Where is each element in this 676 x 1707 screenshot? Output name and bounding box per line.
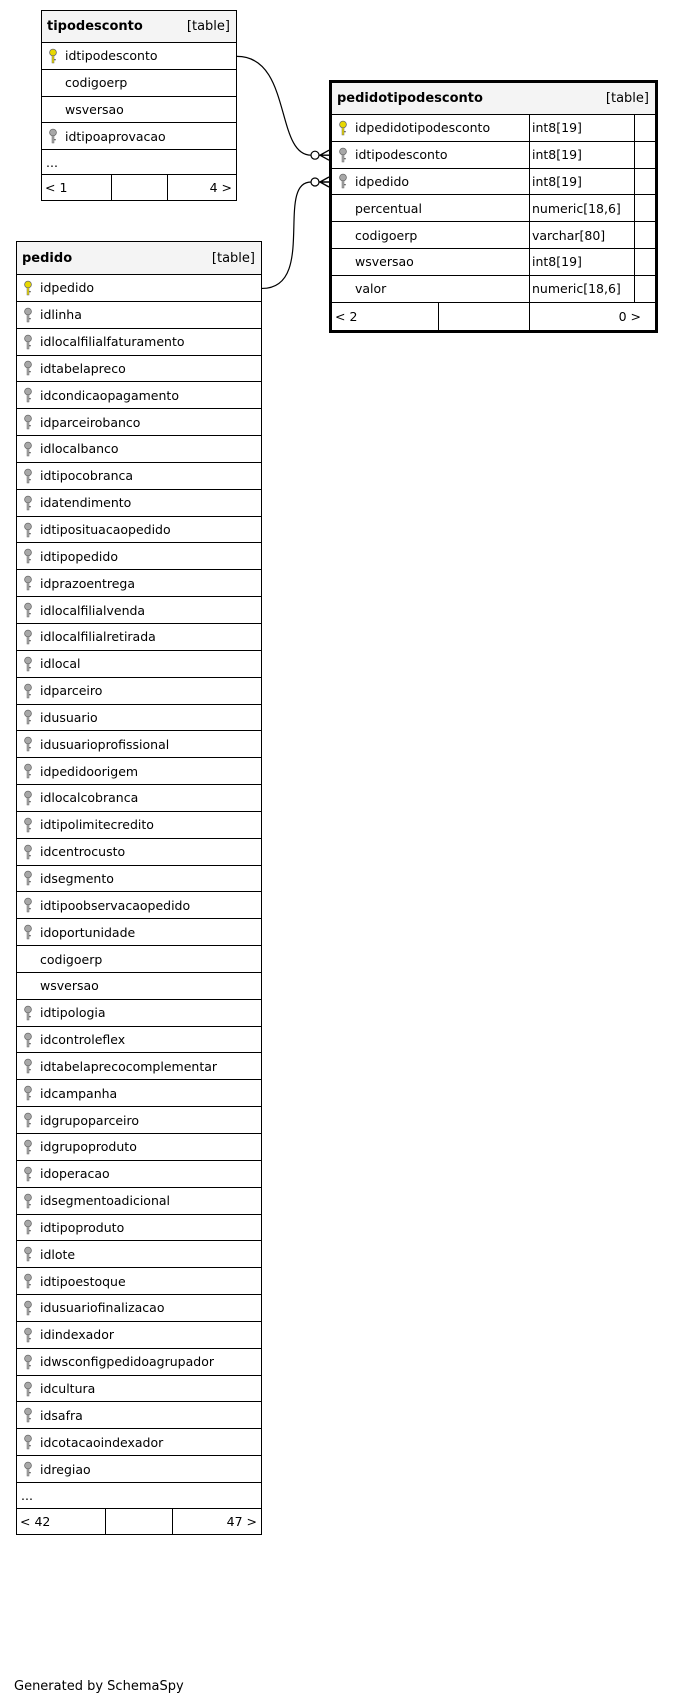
- column-name: idindexador: [40, 1327, 114, 1343]
- foreign-key-icon: [23, 467, 37, 485]
- foreign-key-icon: [23, 1299, 37, 1317]
- column-row-idcentrocusto[interactable]: [17, 839, 261, 866]
- column-name-cell: [17, 892, 261, 918]
- many-crowfoot-marker: [319, 150, 329, 160]
- column-spacer: [634, 249, 646, 275]
- optional-marker: [311, 151, 319, 159]
- column-name-cell: [17, 1376, 261, 1402]
- table-footer: [42, 175, 236, 200]
- column-name: codigoerp: [65, 75, 128, 91]
- table-tipodesconto: [41, 10, 237, 201]
- foreign-key-icon: [23, 735, 37, 753]
- column-name-cell: [17, 919, 261, 945]
- foreign-key-icon: [23, 1326, 37, 1344]
- column-name: idtipoobservacaopedido: [40, 897, 191, 913]
- column-name: idtabelaprecocomplementar: [40, 1058, 218, 1074]
- column-name: idpedidotipodesconto: [355, 120, 491, 136]
- column-name: idcontroleflex: [40, 1032, 126, 1048]
- column-name: idcotacaoindexador: [40, 1434, 164, 1450]
- foreign-key-icon: [23, 655, 37, 673]
- primary-key-icon: [48, 47, 62, 65]
- footer-parents-count[interactable]: < 42: [20, 1513, 51, 1529]
- column-name: idparceiro: [40, 683, 103, 699]
- column-row-idtipodesconto[interactable]: [332, 142, 655, 169]
- column-name-cell: [17, 1080, 261, 1106]
- column-name-cell: [17, 1456, 261, 1482]
- column-name: codigoerp: [355, 227, 418, 243]
- column-name-cell: [17, 1188, 261, 1214]
- generated-by-credit: Generated by SchemaSpy: [14, 1679, 184, 1694]
- column-name: idlinha: [40, 307, 82, 323]
- column-row-idindexador[interactable]: [17, 1322, 261, 1349]
- column-name: idoportunidade: [40, 924, 136, 940]
- foreign-key-icon: [23, 896, 37, 914]
- foreign-key-icon: [23, 1057, 37, 1075]
- column-name-cell: [17, 812, 261, 838]
- column-row-idcampanha[interactable]: [17, 1080, 261, 1107]
- column-name: idusuario: [40, 709, 98, 725]
- column-row-idlote[interactable]: [17, 1241, 261, 1268]
- foreign-key-icon: [23, 1004, 37, 1022]
- column-row-idpedidoorigem[interactable]: [17, 758, 261, 785]
- column-name-cell: [17, 1322, 261, 1348]
- column-name: idlocal: [40, 656, 81, 672]
- column-name: idtipoaprovacao: [65, 128, 166, 144]
- column-name-cell: [17, 1027, 261, 1053]
- foreign-key-icon: [23, 816, 37, 834]
- column-name: idsegmentoadicional: [40, 1193, 170, 1209]
- column-name-cell: [17, 1053, 261, 1079]
- column-name-cell: [332, 249, 529, 275]
- column-name-cell: [17, 409, 261, 435]
- foreign-key-icon: [23, 628, 37, 646]
- column-row-idtipocobranca[interactable]: [17, 463, 261, 490]
- foreign-key-icon: [23, 601, 37, 619]
- foreign-key-icon: [23, 789, 37, 807]
- footer-children-count[interactable]: 0 >: [529, 303, 645, 330]
- column-list: [42, 43, 236, 150]
- column-name: percentual: [355, 200, 422, 216]
- column-name-cell: [42, 123, 236, 149]
- column-row-idlinha[interactable]: [17, 302, 261, 329]
- column-list: [332, 115, 655, 303]
- column-row-idtabelapreco[interactable]: [17, 356, 261, 383]
- column-name-cell: [17, 785, 261, 811]
- column-spacer: [634, 276, 646, 302]
- column-name-cell: [332, 276, 529, 302]
- column-row-idcultura[interactable]: [17, 1376, 261, 1403]
- column-name-cell: [17, 731, 261, 757]
- column-type: numeric[18,6]: [529, 195, 634, 221]
- column-name: idtiposituacaopedido: [40, 522, 171, 538]
- foreign-key-icon: [23, 843, 37, 861]
- column-name-cell: [17, 275, 261, 301]
- column-name: idwsconfigpedidoagrupador: [40, 1354, 214, 1370]
- column-name: idprazoentrega: [40, 575, 136, 591]
- column-row-idsafra[interactable]: [17, 1402, 261, 1429]
- foreign-key-icon: [23, 574, 37, 592]
- column-spacer: [634, 115, 646, 141]
- column-name-cell: [17, 570, 261, 596]
- column-name: idparceirobanco: [40, 414, 141, 430]
- foreign-key-icon: [23, 1192, 37, 1210]
- column-row-idoperacao[interactable]: [17, 1161, 261, 1188]
- more-columns-ellipsis: ...: [42, 150, 236, 175]
- column-row-codigoerp[interactable]: [332, 222, 655, 249]
- column-row-idtipoaprovacao[interactable]: [42, 123, 236, 150]
- foreign-key-icon: [23, 1353, 37, 1371]
- foreign-key-icon: [23, 682, 37, 700]
- column-type: int8[19]: [529, 169, 634, 195]
- column-name-cell: [17, 597, 261, 623]
- column-row-idusuarioprofissional[interactable]: [17, 731, 261, 758]
- column-name-cell: [17, 1295, 261, 1321]
- column-row-idsegmentoadicional[interactable]: [17, 1188, 261, 1215]
- column-row-wsversao[interactable]: [17, 973, 261, 1000]
- column-name: idtipoproduto: [40, 1219, 125, 1235]
- column-spacer: [634, 169, 646, 195]
- column-name: idusuariofinalizacao: [40, 1300, 165, 1316]
- column-row-idpedidotipodesconto[interactable]: [332, 115, 655, 142]
- column-name: idusuarioprofissional: [40, 736, 170, 752]
- column-name: wsversao: [40, 978, 99, 994]
- foreign-key-icon: [338, 146, 352, 164]
- column-name: idcentrocusto: [40, 844, 126, 860]
- column-name: idcultura: [40, 1381, 96, 1397]
- column-row-idgrupoparceiro[interactable]: [17, 1107, 261, 1134]
- foreign-key-icon: [23, 1084, 37, 1102]
- table-kind: [table]: [605, 91, 649, 106]
- column-row-valor[interactable]: [332, 276, 655, 303]
- column-name-cell: [17, 1402, 261, 1428]
- column-name: codigoerp: [40, 951, 103, 967]
- column-name-cell: [17, 1349, 261, 1375]
- column-name-cell: [17, 356, 261, 382]
- column-type: int8[19]: [529, 249, 634, 275]
- column-row-idtipolimitecredito[interactable]: [17, 812, 261, 839]
- column-row-idtipopedido[interactable]: [17, 543, 261, 570]
- column-spacer: [634, 195, 646, 221]
- column-name-cell: [17, 1134, 261, 1160]
- column-row-idoportunidade[interactable]: [17, 919, 261, 946]
- many-crowfoot-marker: [319, 177, 329, 187]
- column-name: idlocalfilialretirada: [40, 629, 156, 645]
- foreign-key-icon: [23, 1031, 37, 1049]
- foreign-key-icon: [23, 1245, 37, 1263]
- primary-key-icon: [338, 119, 352, 137]
- column-spacer: [634, 222, 646, 248]
- foreign-key-icon: [338, 172, 352, 190]
- column-name-cell: [17, 651, 261, 677]
- foreign-key-icon: [23, 359, 37, 377]
- column-name-cell: [332, 195, 529, 221]
- column-row-idatendimento[interactable]: [17, 490, 261, 517]
- column-row-idlocal[interactable]: [17, 651, 261, 678]
- optional-marker: [311, 178, 319, 186]
- column-row-idcontroleflex[interactable]: [17, 1027, 261, 1054]
- column-row-wsversao[interactable]: [42, 97, 236, 124]
- footer-spacer: [105, 1509, 172, 1534]
- column-row-idlocalfilialfaturamento[interactable]: [17, 329, 261, 356]
- column-name-cell: [17, 973, 261, 999]
- footer-spacer: [438, 303, 529, 330]
- column-row-idusuario[interactable]: [17, 705, 261, 732]
- column-row-idcondicaopagamento[interactable]: [17, 382, 261, 409]
- table-pedido: [16, 241, 262, 1535]
- foreign-key-icon: [23, 494, 37, 512]
- column-row-idtipologia[interactable]: [17, 1000, 261, 1027]
- relationship-line: [262, 182, 311, 288]
- column-name-cell: [332, 142, 529, 168]
- column-name-cell: [17, 436, 261, 462]
- column-name: idcampanha: [40, 1085, 118, 1101]
- column-row-idgrupoproduto[interactable]: [17, 1134, 261, 1161]
- foreign-key-icon: [23, 1218, 37, 1236]
- column-row-codigoerp[interactable]: [42, 70, 236, 97]
- column-type: varchar[80]: [529, 222, 634, 248]
- foreign-key-icon: [23, 762, 37, 780]
- column-name-cell: [17, 678, 261, 704]
- column-row-wsversao[interactable]: [332, 249, 655, 276]
- foreign-key-icon: [23, 1380, 37, 1398]
- column-row-idpedido[interactable]: [332, 169, 655, 196]
- column-name: idtipodesconto: [355, 147, 448, 163]
- column-row-idprazoentrega[interactable]: [17, 570, 261, 597]
- column-name: idregiao: [40, 1461, 91, 1477]
- column-row-idlocalfilialretirada[interactable]: [17, 624, 261, 651]
- foreign-key-icon: [23, 1433, 37, 1451]
- column-name: idsafra: [40, 1407, 83, 1423]
- column-name: idlocalfilialvenda: [40, 602, 146, 618]
- column-row-idtipoestoque[interactable]: [17, 1268, 261, 1295]
- foreign-key-icon: [23, 869, 37, 887]
- table-header: [42, 11, 236, 43]
- column-row-idwsconfigpedidoagrupador[interactable]: [17, 1349, 261, 1376]
- column-name-cell: [17, 705, 261, 731]
- column-name-cell: [332, 169, 529, 195]
- column-name: wsversao: [65, 101, 124, 117]
- column-name-cell: [17, 382, 261, 408]
- column-name: idtipopedido: [40, 548, 118, 564]
- table-kind: [table]: [186, 19, 230, 34]
- foreign-key-icon: [23, 1460, 37, 1478]
- foreign-key-icon: [23, 708, 37, 726]
- column-name: idlocalcobranca: [40, 790, 139, 806]
- column-name: idpedido: [355, 173, 410, 189]
- foreign-key-icon: [23, 413, 37, 431]
- table-footer: [332, 303, 655, 330]
- column-name: idgrupoparceiro: [40, 1112, 139, 1128]
- column-name: idlote: [40, 1246, 76, 1262]
- column-name: idcondicaopagamento: [40, 387, 179, 403]
- column-row-idtipodesconto[interactable]: [42, 43, 236, 70]
- column-name-cell: [42, 70, 236, 96]
- column-name-cell: [17, 1241, 261, 1267]
- column-row-idtiposituacaopedido[interactable]: [17, 517, 261, 544]
- column-type: numeric[18,6]: [529, 276, 634, 302]
- column-spacer: [634, 142, 646, 168]
- table-footer: [17, 1509, 261, 1534]
- column-name-cell: [42, 97, 236, 123]
- footer-children-count[interactable]: 4 >: [167, 175, 236, 200]
- column-name-cell: [17, 463, 261, 489]
- column-row-idregiao[interactable]: [17, 1456, 261, 1483]
- table-name: pedido: [22, 250, 73, 266]
- column-row-percentual[interactable]: [332, 195, 655, 222]
- column-row-idlocalbanco[interactable]: [17, 436, 261, 463]
- foreign-key-icon: [23, 333, 37, 351]
- column-row-idlocalfilialvenda[interactable]: [17, 597, 261, 624]
- column-name-cell: [17, 1107, 261, 1133]
- column-row-idparceiro[interactable]: [17, 678, 261, 705]
- column-name-cell: [17, 1000, 261, 1026]
- column-name: idtipoestoque: [40, 1273, 126, 1289]
- column-type: int8[19]: [529, 115, 634, 141]
- column-row-idcotacaoindexador[interactable]: [17, 1429, 261, 1456]
- foreign-key-icon: [23, 1111, 37, 1129]
- column-row-idtipoproduto[interactable]: [17, 1215, 261, 1242]
- column-name: idtabelapreco: [40, 360, 126, 376]
- column-type: int8[19]: [529, 142, 634, 168]
- column-name-cell: [17, 624, 261, 650]
- column-name: idgrupoproduto: [40, 1139, 137, 1155]
- column-row-idusuariofinalizacao[interactable]: [17, 1295, 261, 1322]
- column-row-codigoerp[interactable]: [17, 946, 261, 973]
- foreign-key-icon: [23, 923, 37, 941]
- column-name: idtipolimitecredito: [40, 817, 154, 833]
- table-kind: [table]: [211, 250, 255, 266]
- foreign-key-icon: [23, 386, 37, 404]
- column-name-cell: [17, 517, 261, 543]
- column-row-idtabelaprecocomplementar[interactable]: [17, 1053, 261, 1080]
- column-name: idpedidoorigem: [40, 763, 139, 779]
- column-name-cell: [17, 1268, 261, 1294]
- column-name: idlocalfilialfaturamento: [40, 334, 185, 350]
- foreign-key-icon: [23, 440, 37, 458]
- footer-parents-count[interactable]: < 2: [335, 308, 358, 324]
- column-row-idparceirobanco[interactable]: [17, 409, 261, 436]
- table-name: tipodesconto: [47, 19, 143, 34]
- footer-spacer: [111, 175, 167, 200]
- column-name: idlocalbanco: [40, 441, 119, 457]
- foreign-key-icon: [23, 521, 37, 539]
- foreign-key-icon: [23, 1138, 37, 1156]
- table-header: [17, 242, 261, 275]
- column-name: idsegmento: [40, 870, 114, 886]
- column-name-cell: [17, 302, 261, 328]
- table-header: [332, 83, 655, 115]
- column-name-cell: [17, 1215, 261, 1241]
- column-name: idoperacao: [40, 1166, 110, 1182]
- column-name: wsversao: [355, 254, 414, 270]
- column-row-idtipoobservacaopedido[interactable]: [17, 892, 261, 919]
- column-name-cell: [332, 222, 529, 248]
- foreign-key-icon: [23, 1406, 37, 1424]
- foreign-key-icon: [23, 1272, 37, 1290]
- column-name-cell: [17, 866, 261, 892]
- foreign-key-icon: [23, 547, 37, 565]
- column-name: idatendimento: [40, 495, 132, 511]
- table-pedidotipodesconto: [329, 80, 658, 333]
- foreign-key-icon: [23, 306, 37, 324]
- column-name-cell: [42, 43, 236, 69]
- column-name: idpedido: [40, 280, 95, 296]
- column-name-cell: [332, 115, 529, 141]
- foreign-key-icon: [48, 127, 62, 145]
- column-name-cell: [17, 839, 261, 865]
- column-name: idtipodesconto: [65, 48, 158, 64]
- column-row-idlocalcobranca[interactable]: [17, 785, 261, 812]
- column-name: idtipocobranca: [40, 468, 134, 484]
- column-name-cell: [17, 543, 261, 569]
- column-name-cell: [17, 1161, 261, 1187]
- column-name: valor: [355, 281, 387, 297]
- relationship-line: [237, 56, 311, 155]
- column-list: [17, 275, 261, 1483]
- foreign-key-icon: [23, 1165, 37, 1183]
- column-name-cell: [17, 1429, 261, 1455]
- footer-parents-count[interactable]: < 1: [45, 180, 68, 196]
- column-row-idsegmento[interactable]: [17, 866, 261, 893]
- column-name: idtipologia: [40, 1005, 106, 1021]
- footer-children-count[interactable]: 47 >: [172, 1509, 261, 1534]
- column-name-cell: [17, 946, 261, 972]
- column-name-cell: [17, 490, 261, 516]
- column-name-cell: [17, 758, 261, 784]
- more-columns-ellipsis: ...: [17, 1483, 261, 1509]
- table-name: pedidotipodesconto: [337, 91, 483, 106]
- column-row-idpedido[interactable]: [17, 275, 261, 302]
- primary-key-icon: [23, 279, 37, 297]
- column-name-cell: [17, 329, 261, 355]
